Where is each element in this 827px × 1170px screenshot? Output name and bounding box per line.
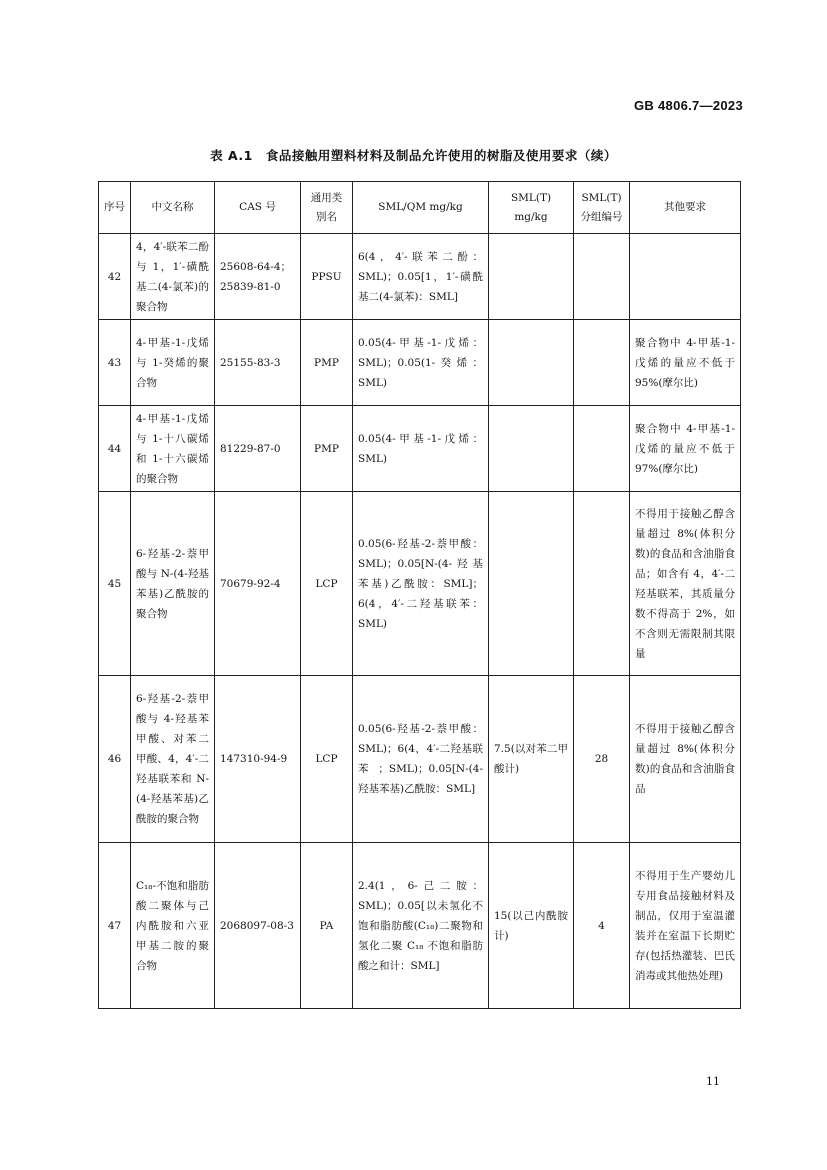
cell-no: 42 bbox=[99, 234, 131, 320]
cell-abbr: PMP bbox=[301, 406, 353, 492]
cell-name: 6-羟基-2-萘甲酸与 4-羟基苯甲酸、对苯二甲酸、4，4′-二羟基联苯和 N-(4-羟基苯基)乙酰胺的聚合物 bbox=[131, 676, 215, 843]
cell-cas: 81229-87-0 bbox=[215, 406, 301, 492]
col-header-group: SML(T)分组编号 bbox=[574, 182, 630, 234]
cell-other: 不得用于接触乙醇含量超过 8%(体积分数)的食品和含油脂食品 bbox=[630, 676, 741, 843]
cell-group bbox=[574, 320, 630, 406]
table-title: 表 A.1 食品接触用塑料材料及制品允许使用的树脂及使用要求（续） bbox=[210, 148, 617, 163]
table-row bbox=[99, 406, 741, 492]
cell-cas: 147310-94-9 bbox=[215, 676, 301, 843]
cell-no: 43 bbox=[99, 320, 131, 406]
cell-sml-t bbox=[489, 234, 574, 320]
cell-other: 聚合物中 4-甲基-1-戊烯的量应不低于 95%(摩尔比) bbox=[630, 320, 741, 406]
cell-no: 47 bbox=[99, 843, 131, 1009]
cell-name: 4，4′-联苯二酚与 1，1′-磺酰基二(4-氯苯)的聚合物 bbox=[131, 234, 215, 320]
cell-abbr: PA bbox=[301, 843, 353, 1009]
cell-cas: 2068097-08-3 bbox=[215, 843, 301, 1009]
col-header-name: 中文名称 bbox=[131, 182, 215, 234]
cell-name: 4-甲基-1-戊烯与 1-十八碳烯和 1-十六碳烯的聚合物 bbox=[131, 406, 215, 492]
cell-group bbox=[574, 406, 630, 492]
cell-sml-t bbox=[489, 320, 574, 406]
table-row bbox=[99, 492, 741, 676]
table-row bbox=[99, 676, 741, 843]
cell-sml-qm: 0.05(4-甲基-1-戊烯：SML)；0.05(1-癸烯：SML) bbox=[353, 320, 489, 406]
cell-abbr: LCP bbox=[301, 676, 353, 843]
cell-abbr: PMP bbox=[301, 320, 353, 406]
table-header-row bbox=[99, 182, 741, 234]
cell-group: 28 bbox=[574, 676, 630, 843]
cell-sml-t: 7.5(以对苯二甲酸计) bbox=[489, 676, 574, 843]
col-header-sml-qm: SML/QM mg/kg bbox=[353, 182, 489, 234]
cell-sml-qm: 6(4，4′-联苯二酚：SML)；0.05[1，1′-磺酰基二(4-氯苯)：SML] bbox=[353, 234, 489, 320]
col-header-abbr: 通用类别名 bbox=[301, 182, 353, 234]
cell-name: C₁₈-不饱和脂肪酸二聚体与己内酰胺和六亚甲基二胺的聚合物 bbox=[131, 843, 215, 1009]
cell-sml-t bbox=[489, 492, 574, 676]
table-row bbox=[99, 234, 741, 320]
col-header-cas: CAS 号 bbox=[215, 182, 301, 234]
table-row bbox=[99, 843, 741, 1009]
cell-other bbox=[630, 234, 741, 320]
resin-table bbox=[98, 181, 741, 1009]
cell-no: 46 bbox=[99, 676, 131, 843]
cell-cas: 25608-64-4；25839-81-0 bbox=[215, 234, 301, 320]
cell-cas: 25155-83-3 bbox=[215, 320, 301, 406]
cell-abbr: LCP bbox=[301, 492, 353, 676]
cell-sml-t: 15(以己内酰胺计) bbox=[489, 843, 574, 1009]
cell-group: 4 bbox=[574, 843, 630, 1009]
cell-group bbox=[574, 492, 630, 676]
cell-abbr: PPSU bbox=[301, 234, 353, 320]
table-row bbox=[99, 320, 741, 406]
cell-other: 不得用于接触乙醇含量超过 8%(体积分数)的食品和含油脂食品；如含有 4，4′-二羟基联苯，其质量分数不得高于 2%，如不含则无需限制其限量 bbox=[630, 492, 741, 676]
cell-sml-qm: 0.05(4-甲基-1-戊烯：SML) bbox=[353, 406, 489, 492]
cell-other: 不得用于生产婴幼儿专用食品接触材料及制品，仅用于室温灌装并在室温下长期贮存(包括热灌装、巴氏消毒或其他热处理) bbox=[630, 843, 741, 1009]
cell-group bbox=[574, 234, 630, 320]
cell-sml-qm: 0.05(6-羟基-2-萘甲酸：SML)；0.05[N-(4-羟基苯基)乙酰胺：SML]；6(4，4′-二羟基联苯：SML) bbox=[353, 492, 489, 676]
standard-code: GB 4806.7—2023 bbox=[634, 98, 743, 113]
col-header-no: 序号 bbox=[99, 182, 131, 234]
cell-sml-qm: 0.05(6-羟基-2-萘甲酸：SML)；6(4，4′-二羟基联苯；SML)；0.05[N-(4-羟基苯基)乙酰胺：SML] bbox=[353, 676, 489, 843]
col-header-other: 其他要求 bbox=[630, 182, 741, 234]
cell-sml-t bbox=[489, 406, 574, 492]
cell-name: 4-甲基-1-戊烯与 1-癸烯的聚合物 bbox=[131, 320, 215, 406]
page-number: 11 bbox=[706, 1075, 720, 1088]
cell-no: 45 bbox=[99, 492, 131, 676]
cell-other: 聚合物中 4-甲基-1-戊烯的量应不低于 97%(摩尔比) bbox=[630, 406, 741, 492]
cell-sml-qm: 2.4(1，6-己二胺：SML)；0.05[以未氢化不饱和脂肪酸(C₁₈)二聚物和氢化二聚 C₁₈ 不饱和脂肪酸之和计：SML] bbox=[353, 843, 489, 1009]
cell-cas: 70679-92-4 bbox=[215, 492, 301, 676]
col-header-sml-t: SML(T) mg/kg bbox=[489, 182, 574, 234]
cell-no: 44 bbox=[99, 406, 131, 492]
cell-name: 6-羟基-2-萘甲酸与 N-(4-羟基苯基)乙酰胺的聚合物 bbox=[131, 492, 215, 676]
